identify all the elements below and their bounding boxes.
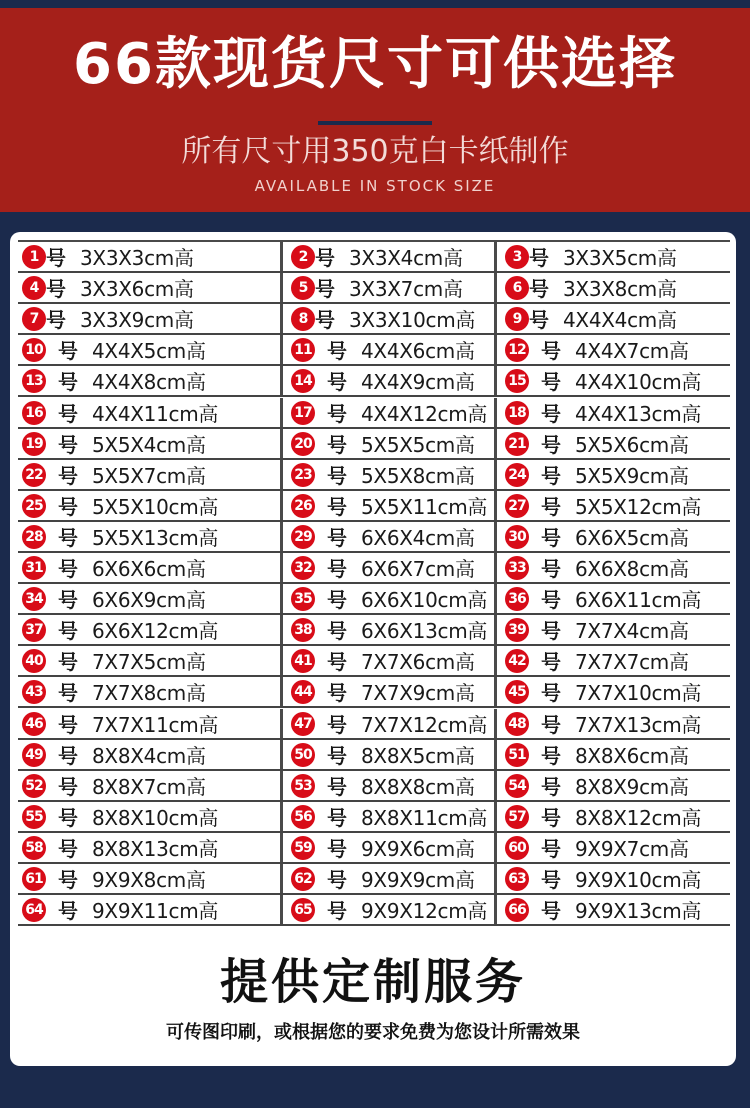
size-cell	[18, 242, 280, 271]
size-number-badge: 32	[291, 556, 315, 580]
page-subtitle: 所有尺寸用350克白卡纸制作	[181, 134, 569, 169]
top-stripe	[0, 0, 750, 8]
size-number-suffix: 号	[541, 868, 561, 892]
size-number-badge: 51	[505, 743, 529, 767]
table-row	[18, 335, 730, 366]
size-number-badge: 53	[291, 774, 315, 798]
page-title: 66款现货尺寸可供选择	[73, 32, 677, 97]
size-number-badge: 61	[22, 867, 46, 891]
size-cell	[494, 398, 730, 427]
size-cell	[280, 460, 494, 489]
size-value: 7X7X11cm高	[92, 712, 219, 737]
size-value: 6X6X6cm高	[92, 557, 206, 581]
size-cell	[18, 366, 280, 395]
size-number-badge: 33	[505, 556, 529, 580]
size-number-suffix: 号	[58, 743, 78, 768]
size-number-suffix: 号	[58, 650, 78, 675]
size-cell	[280, 522, 494, 551]
size-value: 3X3X3cm高	[80, 246, 194, 270]
size-cell	[494, 802, 730, 831]
size-number-badge: 65	[291, 898, 315, 922]
size-value: 5X5X9cm高	[575, 463, 689, 488]
size-number-suffix: 号	[327, 339, 347, 364]
size-cell	[494, 522, 730, 551]
table-row	[18, 273, 730, 304]
table-row	[18, 615, 730, 646]
size-number-badge: 12	[505, 338, 529, 362]
size-number-suffix: 号	[58, 588, 78, 613]
table-row	[18, 522, 730, 553]
table-row	[18, 864, 730, 895]
size-value: 3X3X9cm高	[80, 308, 194, 333]
size-number-suffix: 号	[327, 650, 347, 675]
size-number-suffix: 号	[327, 588, 347, 613]
size-number-badge: 35	[291, 587, 315, 611]
size-number-suffix: 号	[58, 494, 78, 519]
size-value: 7X7X5cm高	[92, 650, 206, 675]
size-value: 4X4X12cm高	[361, 401, 488, 426]
size-number-suffix: 号	[58, 899, 78, 924]
size-number-badge: 27	[505, 494, 529, 518]
table-row	[18, 833, 730, 864]
size-cell	[18, 491, 280, 520]
size-value: 9X9X7cm高	[575, 836, 689, 861]
size-number-suffix: 号	[541, 463, 561, 488]
size-number-badge: 22	[22, 463, 46, 487]
size-number-suffix: 号	[58, 836, 78, 861]
size-number-suffix: 号	[46, 246, 66, 270]
size-value: 5X5X12cm高	[575, 494, 702, 519]
size-number-suffix: 号	[58, 525, 78, 550]
size-number-suffix: 号	[327, 494, 347, 519]
size-number-suffix: 号	[327, 805, 347, 830]
size-cell	[18, 709, 280, 738]
size-number-badge: 47	[291, 712, 315, 736]
size-number-badge: 40	[22, 649, 46, 673]
table-row	[18, 398, 730, 429]
size-value: 8X8X7cm高	[92, 774, 206, 799]
size-cell	[18, 771, 280, 800]
table-row	[18, 553, 730, 584]
size-cell	[494, 584, 730, 613]
size-number-badge: 6	[505, 276, 529, 300]
size-value: 7X7X8cm高	[92, 681, 206, 706]
size-number-badge: 4	[22, 276, 46, 300]
table-row	[18, 429, 730, 460]
size-value: 6X6X4cm高	[361, 525, 475, 550]
size-number-badge: 8	[291, 307, 315, 331]
size-cell	[280, 771, 494, 800]
size-number-badge: 11	[291, 338, 315, 362]
size-cell	[18, 677, 280, 706]
size-number-suffix: 号	[327, 525, 347, 550]
size-number-suffix: 号	[541, 619, 561, 644]
size-number-suffix: 号	[315, 277, 335, 302]
size-number-badge: 54	[505, 774, 529, 798]
size-cell	[18, 273, 280, 302]
size-cell	[280, 677, 494, 706]
size-number-badge: 29	[291, 525, 315, 549]
size-value: 7X7X7cm高	[575, 650, 689, 675]
size-cell	[494, 242, 730, 271]
size-number-suffix: 号	[58, 401, 78, 426]
size-value: 8X8X13cm高	[92, 836, 219, 861]
table-row	[18, 677, 730, 708]
size-number-badge: 59	[291, 836, 315, 860]
size-number-suffix: 号	[327, 463, 347, 488]
size-number-suffix: 号	[327, 401, 347, 426]
size-cell	[18, 646, 280, 675]
table-row	[18, 646, 730, 677]
size-cell	[494, 553, 730, 582]
size-number-badge: 39	[505, 618, 529, 642]
size-value: 4X4X7cm高	[575, 339, 689, 364]
size-number-suffix: 号	[529, 246, 549, 270]
size-value: 6X6X5cm高	[575, 525, 689, 550]
size-value: 6X6X13cm高	[361, 619, 488, 644]
size-value: 4X4X11cm高	[92, 401, 219, 426]
size-number-suffix: 号	[58, 681, 78, 706]
size-value: 7X7X4cm高	[575, 619, 689, 644]
size-number-badge: 15	[505, 369, 529, 393]
size-number-suffix: 号	[529, 277, 549, 302]
size-cell	[18, 429, 280, 458]
size-number-badge: 13	[22, 369, 46, 393]
size-value: 5X5X10cm高	[92, 494, 219, 519]
size-value: 6X6X9cm高	[92, 588, 206, 613]
size-number-suffix: 号	[327, 743, 347, 768]
size-value: 3X3X6cm高	[80, 277, 194, 302]
size-number-suffix: 号	[327, 774, 347, 799]
size-value: 3X3X7cm高	[349, 277, 463, 302]
size-number-suffix: 号	[541, 712, 561, 737]
size-number-badge: 52	[22, 774, 46, 798]
service-description: 可传图印刷，或根据您的要求免费为您设计所需效果	[166, 1022, 580, 1043]
size-number-badge: 9	[505, 307, 529, 331]
size-number-suffix: 号	[327, 370, 347, 395]
table-row	[18, 460, 730, 491]
size-number-badge: 42	[505, 649, 529, 673]
size-cell	[18, 802, 280, 831]
size-cell	[494, 615, 730, 644]
size-number-badge: 23	[291, 463, 315, 487]
size-value: 8X8X12cm高	[575, 805, 702, 830]
table-row	[18, 771, 730, 802]
size-number-suffix: 号	[58, 774, 78, 799]
content-card	[10, 232, 736, 1066]
size-number-badge: 18	[505, 401, 529, 425]
size-cell	[494, 273, 730, 302]
size-value: 6X6X10cm高	[361, 588, 488, 613]
size-number-badge: 21	[505, 432, 529, 456]
size-cell	[18, 304, 280, 333]
size-value: 4X4X8cm高	[92, 370, 206, 395]
size-value: 3X3X10cm高	[349, 308, 476, 333]
size-number-badge: 62	[291, 867, 315, 891]
size-value: 5X5X5cm高	[361, 432, 475, 457]
size-table	[18, 240, 730, 928]
size-number-suffix: 号	[327, 432, 347, 457]
size-value: 7X7X10cm高	[575, 681, 702, 706]
size-cell	[494, 429, 730, 458]
size-cell	[280, 304, 494, 333]
size-value: 8X8X8cm高	[361, 774, 475, 799]
size-number-badge: 14	[291, 369, 315, 393]
size-cell	[280, 366, 494, 395]
size-number-badge: 24	[505, 463, 529, 487]
size-cell	[280, 864, 494, 893]
size-number-badge: 19	[22, 432, 46, 456]
size-number-badge: 37	[22, 618, 46, 642]
size-number-badge: 50	[291, 743, 315, 767]
size-number-suffix: 号	[58, 868, 78, 892]
table-row	[18, 802, 730, 833]
size-cell	[280, 615, 494, 644]
size-value: 4X4X13cm高	[575, 401, 702, 426]
size-value: 5X5X11cm高	[361, 494, 488, 519]
size-number-badge: 10	[22, 338, 46, 362]
size-cell	[280, 833, 494, 862]
size-number-badge: 55	[22, 805, 46, 829]
size-cell	[494, 335, 730, 364]
size-number-suffix: 号	[327, 712, 347, 737]
size-number-badge: 16	[22, 401, 46, 425]
size-value: 6X6X8cm高	[575, 557, 689, 581]
size-cell	[494, 709, 730, 738]
table-row	[18, 895, 730, 926]
size-cell	[494, 771, 730, 800]
size-cell	[494, 366, 730, 395]
size-value: 7X7X9cm高	[361, 681, 475, 706]
size-cell	[494, 833, 730, 862]
size-value: 3X3X5cm高	[563, 246, 677, 270]
size-number-badge: 7	[22, 307, 46, 331]
size-number-suffix: 号	[541, 681, 561, 706]
size-value: 9X9X11cm高	[92, 899, 219, 924]
size-number-badge: 45	[505, 680, 529, 704]
size-number-suffix: 号	[541, 774, 561, 799]
size-value: 5X5X13cm高	[92, 525, 219, 550]
size-cell	[280, 491, 494, 520]
size-number-badge: 60	[505, 836, 529, 860]
size-value: 4X4X9cm高	[361, 370, 475, 395]
size-value: 3X3X8cm高	[563, 277, 677, 302]
size-value: 4X4X6cm高	[361, 339, 475, 364]
size-value: 8X8X5cm高	[361, 743, 475, 768]
size-number-suffix: 号	[327, 899, 347, 924]
size-number-badge: 44	[291, 680, 315, 704]
size-number-badge: 58	[22, 836, 46, 860]
size-number-badge: 46	[22, 712, 46, 736]
size-value: 7X7X6cm高	[361, 650, 475, 675]
size-number-badge: 57	[505, 805, 529, 829]
size-cell	[280, 646, 494, 675]
size-value: 8X8X9cm高	[575, 774, 689, 799]
size-number-suffix: 号	[58, 432, 78, 457]
size-number-badge: 56	[291, 805, 315, 829]
size-cell	[280, 802, 494, 831]
service-title: 提供定制服务	[219, 954, 526, 1010]
size-number-badge: 41	[291, 649, 315, 673]
table-row	[18, 740, 730, 771]
size-value: 4X4X10cm高	[575, 370, 702, 395]
page-subtitle-en: AVAILABLE IN STOCK SIZE	[254, 177, 496, 195]
size-value: 4X4X5cm高	[92, 339, 206, 364]
size-number-suffix: 号	[541, 432, 561, 457]
size-number-suffix: 号	[58, 463, 78, 488]
size-number-suffix: 号	[315, 246, 335, 270]
size-number-badge: 1	[22, 245, 46, 269]
title-divider	[318, 121, 432, 125]
size-cell	[18, 833, 280, 862]
size-cell	[18, 740, 280, 769]
size-value: 8X8X11cm高	[361, 805, 488, 830]
size-cell	[18, 584, 280, 613]
table-row	[18, 491, 730, 522]
size-number-suffix: 号	[58, 370, 78, 395]
size-number-badge: 17	[291, 401, 315, 425]
size-value: 6X6X12cm高	[92, 619, 219, 644]
size-number-suffix: 号	[327, 681, 347, 706]
size-number-suffix: 号	[541, 899, 561, 924]
size-cell	[494, 740, 730, 769]
size-number-suffix: 号	[541, 401, 561, 426]
size-cell	[494, 677, 730, 706]
size-cell	[494, 491, 730, 520]
size-cell	[18, 460, 280, 489]
size-number-suffix: 号	[58, 339, 78, 364]
table-row	[18, 584, 730, 615]
size-number-suffix: 号	[541, 805, 561, 830]
size-cell	[494, 895, 730, 924]
table-row	[18, 366, 730, 397]
size-number-badge: 48	[505, 712, 529, 736]
size-number-suffix: 号	[327, 557, 347, 581]
size-value: 9X9X12cm高	[361, 899, 488, 924]
size-value: 8X8X10cm高	[92, 805, 219, 830]
size-number-suffix: 号	[315, 308, 335, 333]
table-row	[18, 242, 730, 273]
size-cell	[494, 646, 730, 675]
size-cell	[280, 895, 494, 924]
size-number-suffix: 号	[529, 308, 549, 333]
size-cell	[18, 398, 280, 427]
size-number-badge: 34	[22, 587, 46, 611]
size-value: 9X9X13cm高	[575, 899, 702, 924]
size-value: 9X9X6cm高	[361, 836, 475, 861]
size-number-badge: 30	[505, 525, 529, 549]
size-value: 4X4X4cm高	[563, 308, 677, 333]
size-number-badge: 38	[291, 618, 315, 642]
size-cell	[18, 553, 280, 582]
size-number-suffix: 号	[541, 557, 561, 581]
size-number-suffix: 号	[46, 308, 66, 333]
size-cell	[280, 584, 494, 613]
size-number-badge: 49	[22, 743, 46, 767]
size-number-badge: 3	[505, 245, 529, 269]
size-cell	[18, 864, 280, 893]
size-cell	[280, 740, 494, 769]
size-value: 5X5X7cm高	[92, 463, 206, 488]
table-row	[18, 709, 730, 740]
size-cell	[494, 460, 730, 489]
size-cell	[18, 522, 280, 551]
size-value: 7X7X13cm高	[575, 712, 702, 737]
size-number-suffix: 号	[541, 370, 561, 395]
size-number-suffix: 号	[541, 836, 561, 861]
size-value: 7X7X12cm高	[361, 712, 488, 737]
size-number-suffix: 号	[58, 619, 78, 644]
size-number-suffix: 号	[541, 525, 561, 550]
size-number-suffix: 号	[58, 712, 78, 737]
size-number-suffix: 号	[327, 836, 347, 861]
size-number-suffix: 号	[327, 619, 347, 644]
size-cell	[280, 429, 494, 458]
size-number-badge: 31	[22, 556, 46, 580]
size-cell	[280, 553, 494, 582]
size-cell	[280, 273, 494, 302]
size-cell	[280, 398, 494, 427]
size-cell	[280, 709, 494, 738]
size-number-badge: 63	[505, 867, 529, 891]
size-number-suffix: 号	[46, 277, 66, 302]
size-value: 3X3X4cm高	[349, 246, 463, 270]
size-value: 8X8X6cm高	[575, 743, 689, 768]
size-number-badge: 64	[22, 898, 46, 922]
table-row	[18, 304, 730, 335]
size-cell	[280, 242, 494, 271]
size-number-badge: 36	[505, 587, 529, 611]
size-number-suffix: 号	[58, 557, 78, 581]
size-cell	[18, 615, 280, 644]
size-value: 5X5X6cm高	[575, 432, 689, 457]
size-number-suffix: 号	[541, 743, 561, 768]
size-number-badge: 43	[22, 680, 46, 704]
size-number-badge: 28	[22, 525, 46, 549]
size-number-badge: 25	[22, 494, 46, 518]
size-value: 9X9X9cm高	[361, 868, 475, 892]
size-number-suffix: 号	[58, 805, 78, 830]
size-value: 9X9X10cm高	[575, 868, 702, 892]
size-number-suffix: 号	[541, 339, 561, 364]
header-banner	[0, 8, 750, 212]
size-number-badge: 5	[291, 276, 315, 300]
size-number-badge: 66	[505, 898, 529, 922]
size-value: 8X8X4cm高	[92, 743, 206, 768]
size-number-badge: 26	[291, 494, 315, 518]
size-cell	[18, 335, 280, 364]
size-value: 6X6X7cm高	[361, 557, 475, 581]
size-value: 6X6X11cm高	[575, 588, 702, 613]
size-cell	[18, 895, 280, 924]
size-cell	[494, 864, 730, 893]
size-cell	[280, 335, 494, 364]
size-number-suffix: 号	[541, 588, 561, 613]
size-value: 5X5X4cm高	[92, 432, 206, 457]
size-value: 9X9X8cm高	[92, 868, 206, 892]
size-number-badge: 2	[291, 245, 315, 269]
size-number-suffix: 号	[327, 868, 347, 892]
size-number-badge: 20	[291, 432, 315, 456]
size-number-suffix: 号	[541, 650, 561, 675]
size-value: 5X5X8cm高	[361, 463, 475, 488]
size-number-suffix: 号	[541, 494, 561, 519]
size-cell	[494, 304, 730, 333]
